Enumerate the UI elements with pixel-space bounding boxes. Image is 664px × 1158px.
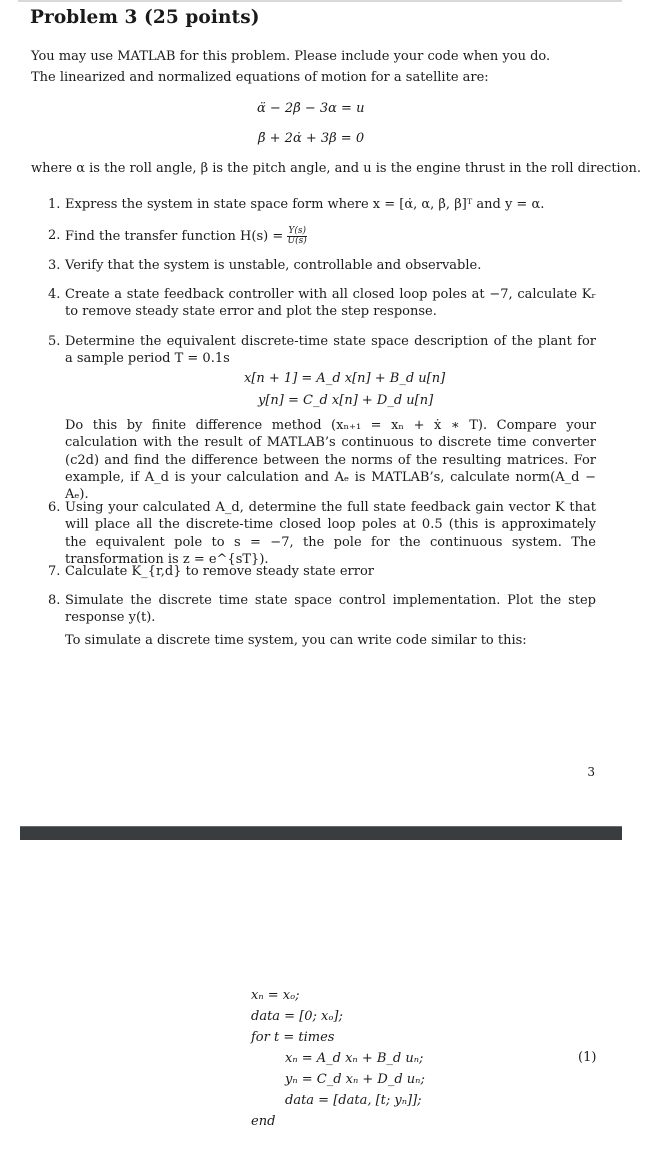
transfer-fraction	[287, 227, 307, 246]
list-item	[48, 196, 596, 213]
item-text: To simulate a discrete time system, you can write code similar to this:	[65, 633, 527, 648]
list-item	[48, 592, 596, 627]
top-rule	[18, 0, 622, 2]
item-number: 3.	[48, 258, 61, 273]
item-number: 8.	[48, 593, 61, 608]
intro-line-1: You may use MATLAB for this problem. Please include your code when you do.	[31, 49, 551, 64]
item-number: 7.	[48, 564, 61, 579]
list-item	[48, 286, 596, 321]
page-number: 3	[587, 765, 595, 779]
equation-pitch: β̈ + 2α̇ + 3β = 0	[258, 131, 365, 146]
equation-number: (1)	[578, 1050, 597, 1065]
list-item	[48, 333, 596, 368]
intro-line-2: The linearized and normalized equations of motion for a satellite are:	[31, 70, 489, 85]
item-text: Determine the equivalent discrete-time state space description of the plant for a sample period T = 0.1s	[65, 334, 596, 367]
discrete-state-equation: x[n + 1] = A_d x[n] + B_d u[n]	[244, 371, 446, 386]
item-number: 4.	[48, 287, 61, 302]
list-item	[48, 563, 596, 580]
fraction-numerator: Y(s)	[288, 226, 306, 236]
discrete-output-equation: y[n] = C_d x[n] + D_d u[n]	[258, 393, 434, 408]
item-text: Calculate K_{r,d} to remove steady state error	[65, 564, 375, 579]
item-number: 6.	[48, 500, 61, 515]
list-item	[48, 227, 596, 246]
problem-title: Problem 3 (25 points)	[30, 7, 260, 28]
code-line: xₙ = A_d xₙ + B_d uₙ;	[285, 1051, 424, 1066]
list-item	[48, 257, 596, 274]
item-text: Express the system in state space form where x = [α̇, α, β̇, β]ᵀ and y = α.	[65, 197, 545, 212]
item-text: Create a state feedback controller with all closed loop poles at −7, calculate Kᵣ to remove steady state error and plot the step response.	[65, 287, 596, 320]
item-text-before: Find the transfer function H(s) =	[65, 229, 288, 244]
list-item	[48, 499, 596, 568]
code-line: end	[251, 1114, 276, 1129]
item-number: 5.	[48, 334, 61, 349]
item-text	[65, 227, 596, 246]
item-text: Simulate the discrete time state space control implementation. Plot the step response y(t).	[65, 593, 596, 626]
code-line: yₙ = C_d xₙ + D_d uₙ;	[285, 1072, 425, 1087]
item-number: 1.	[48, 197, 61, 212]
item-text: Verify that the system is unstable, controllable and observable.	[65, 258, 482, 273]
code-line: data = [data, [t; yₙ]];	[285, 1093, 422, 1108]
code-line: for t = times	[251, 1030, 335, 1045]
code-line: xₙ = xₒ;	[251, 988, 300, 1003]
item-number: 2.	[48, 228, 61, 243]
item-text: Do this by finite difference method (xₙ₊₁ = xₙ + ẋ ∗ T). Compare your calculation with the result of MATLAB’s continuous to discrete time converter (c2d) and find the difference between the norms of the resulting matrices. For example, if A_d is your calculation and Aₑ is MATLAB’s, calculate norm(A_d − Aₑ).	[65, 418, 596, 503]
page-break-bar	[20, 827, 622, 840]
item-text: Using your calculated A_d, determine the full state feedback gain vector K that will place all the discrete-time closed loop poles at 0.5 (this is approximately the equivalent pole to s = −7, the pole for the continuous system. The transformation is z = e^{sT}).	[65, 500, 596, 567]
fraction-denominator: U(s)	[287, 236, 307, 246]
where-text: where α is the roll angle, β is the pitch angle, and u is the engine thrust in the roll direction.	[31, 161, 642, 176]
list-item-continuation	[48, 417, 596, 503]
list-item-continuation	[48, 632, 596, 649]
code-line: data = [0; xₒ];	[251, 1009, 343, 1024]
equation-roll: α̈ − 2β̇ − 3α = u	[257, 101, 365, 116]
